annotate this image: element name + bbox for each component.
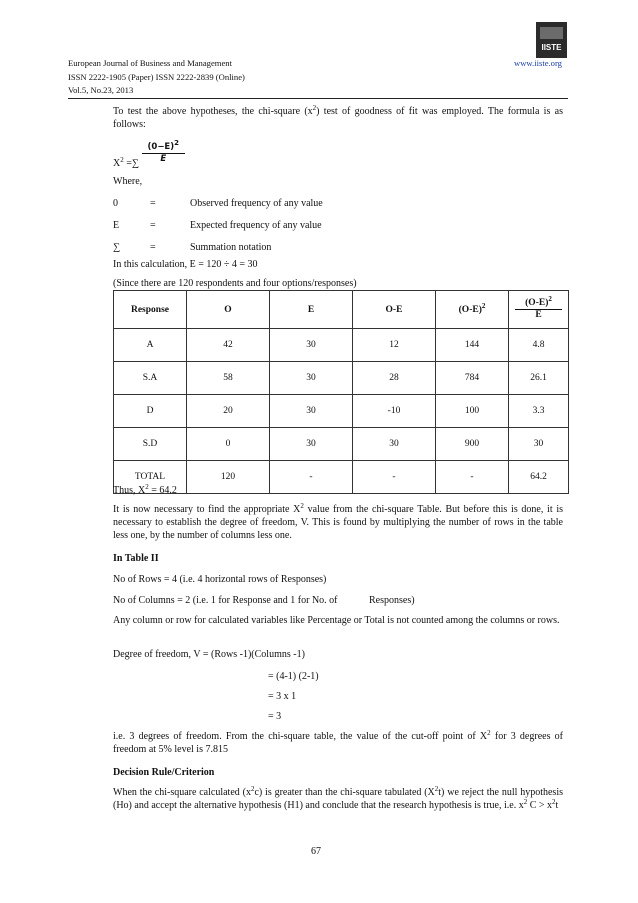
where-description: Observed frequency of any value — [190, 198, 323, 209]
rows-line: No of Rows = 4 (i.e. 4 horizontal rows of Responses) — [113, 574, 327, 585]
where-equals: = — [150, 198, 156, 209]
table-row — [114, 395, 569, 428]
chi-square-formula: $X^2$ =∑ $\frac{(0-E)^2}{E}$ — [113, 142, 185, 165]
header-cell: O — [187, 291, 270, 329]
dof-result: = 3 — [268, 711, 282, 722]
calc-line: In this calculation, E = 120 ÷ 4 = 30 — [113, 259, 258, 270]
where-label: Where, — [113, 176, 143, 187]
table-row — [114, 329, 569, 362]
table-header-row — [114, 291, 569, 329]
table-total-row — [114, 461, 569, 494]
table-cell: - — [270, 461, 353, 494]
where-symbol: ∑ — [113, 242, 121, 253]
table-cell: 12 — [353, 329, 436, 362]
page-number: 67 — [311, 846, 321, 857]
where-equals: = — [150, 220, 156, 231]
dof-step: = 3 x 1 — [268, 691, 297, 702]
columns-line: No of Columns = 2 (i.e. 1 for Response and 1 for No. of — [113, 595, 338, 606]
table-cell: S.D — [114, 428, 187, 461]
table-cell: 4.8 — [509, 329, 569, 362]
table-cell: 3.3 — [509, 395, 569, 428]
decision-paragraph: When the chi-square calculated $(x^2c)$ is greater than the chi-square tabulated $(X^2t)$ we reject the null hypothesis (Ho) and accept the alternative hypothesis (H1) and conclude that the research hypothesis is true, i.e. $x^2$ $C > x^2t$ — [113, 785, 563, 811]
table-ii-heading: In Table II — [113, 553, 159, 564]
table-cell: TOTAL — [114, 461, 187, 494]
cutoff-paragraph: i.e. 3 degrees of freedom. From the chi-square table, the value of the cut-off point of $X^2$ for 3 degrees of freedom at 5% level is 7.815 — [113, 729, 563, 755]
table-cell: 30 — [353, 428, 436, 461]
where-equals: = — [150, 242, 156, 253]
header-cell: $\frac{(O-E)^2}{E}$ — [509, 291, 569, 329]
table-cell: 100 — [436, 395, 509, 428]
table-cell: 30 — [509, 428, 569, 461]
where-description: Expected frequency of any value — [190, 220, 322, 231]
table-row — [114, 428, 569, 461]
decision-heading: Decision Rule/Criterion — [113, 767, 215, 778]
table-cell: 30 — [270, 329, 353, 362]
table-cell: D — [114, 395, 187, 428]
journal-name: European Journal of Business and Management — [68, 58, 232, 68]
table-cell: 64.2 — [509, 461, 569, 494]
table-cell: - — [353, 461, 436, 494]
where-symbol: E — [113, 220, 120, 231]
calc-note: (Since there are 120 respondents and four options/responses) — [113, 278, 357, 289]
table-cell: 784 — [436, 362, 509, 395]
dof-step: = (4-1) (2-1) — [268, 671, 319, 682]
table-cell: 120 — [187, 461, 270, 494]
dof-line: Degree of freedom, V = (Rows -1)(Columns -1) — [113, 649, 305, 660]
intro-paragraph: To test the above hypotheses, the chi-square $(x^2)$ test of goodness of fit was employed. The formula is as follows: — [113, 104, 563, 130]
thus-line: Thus, $X^2 = 64.2$ — [113, 483, 177, 496]
table-cell: -10 — [353, 395, 436, 428]
columns-line-tail: Responses) — [369, 595, 415, 606]
table-row — [114, 362, 569, 395]
table-cell: 30 — [270, 428, 353, 461]
table-cell: 20 — [187, 395, 270, 428]
header-cell: E — [270, 291, 353, 329]
table-cell: - — [436, 461, 509, 494]
table-cell: 900 — [436, 428, 509, 461]
table-cell: 144 — [436, 329, 509, 362]
journal-url[interactable]: www.iiste.org — [514, 58, 562, 68]
iiste-logo: IISTE — [536, 22, 567, 58]
table-cell: 0 — [187, 428, 270, 461]
where-description: Summation notation — [190, 242, 272, 253]
table-cell: 26.1 — [509, 362, 569, 395]
columns-note: Any column or row for calculated variables like Percentage or Total is not counted among the columns or rows. — [113, 615, 560, 626]
header-cell: $(O-E)^2$ — [436, 291, 509, 329]
table-cell: 58 — [187, 362, 270, 395]
where-symbol: 0 — [113, 198, 118, 209]
table-cell: 42 — [187, 329, 270, 362]
issn: ISSN 2222-1905 (Paper) ISSN 2222-2839 (Online) — [68, 72, 245, 82]
chi-square-table — [113, 290, 569, 494]
table-cell: 30 — [270, 395, 353, 428]
volume: Vol.5, No.23, 2013 — [68, 85, 134, 95]
header-cell: Response — [114, 291, 187, 329]
table-cell: A — [114, 329, 187, 362]
header-rule — [68, 98, 568, 99]
table-cell: 30 — [270, 362, 353, 395]
table-cell: S.A — [114, 362, 187, 395]
header-cell: O-E — [353, 291, 436, 329]
dof-intro-paragraph: It is now necessary to find the appropriate $X^2$ value from the chi-square Table. But before this is done, it is necessary to establish the degree of freedom, V. This is found by multiplying the number of rows in the table less one, by the number of columns less one. — [113, 502, 563, 541]
table-cell: 28 — [353, 362, 436, 395]
